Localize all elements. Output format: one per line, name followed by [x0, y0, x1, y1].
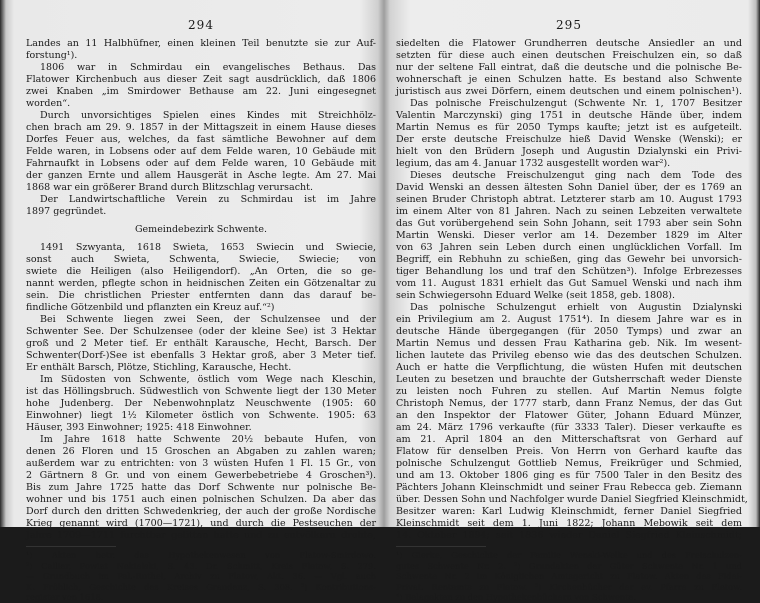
right-text-line: im einem Alter von 81 Jahren. Nach zu seinen Lebzeiten verwaltete	[396, 206, 742, 217]
right-text-line: setzten für diese auch einen deutschen Freischulzen ein, so daß	[396, 50, 742, 61]
right-text-line: Besitzer waren: Karl Ludwig Kleinschmidt, ferner Daniel Siegfried	[396, 506, 742, 517]
right-text-line: Leuten zu besetzen und brauchte der Gutsherrschaft weder Dienste	[396, 374, 742, 385]
right-text-line: Martin Nemus es für 2050 Tymps kaufte; jetzt ist es aufgeteilt.	[396, 122, 742, 133]
left-page	[26, 0, 376, 603]
left-text-line: Im Südosten von Schwente, östlich vom Wege nach Kleschin,	[40, 374, 376, 385]
right-text-line: am 24. März 1796 verkaufte (für 3333 Taler). Dieser verkaufte es	[396, 422, 742, 433]
page-number-right: 295	[556, 18, 582, 32]
right-text-line: Flatow für denselben Preis. Von Herrn von Gerhard kaufte das	[396, 446, 742, 457]
left-text-line: 1806 war in Schmirdau ein evangelisches Bethaus. Das	[40, 62, 376, 73]
right-footnote-line: ¹) Gierke, Geschichte der Familie Wenski-Welke und des Freischulzen-	[396, 550, 742, 560]
left-text-line: Schwenter(Dorf-)See ist ebenfalls 3 Hektar groß, aber 3 Meter tief.	[26, 350, 376, 361]
left-footnote-line: ¹) Akten betr. das Hypothekenwesen von Flatow-Smirdowo.	[26, 550, 376, 560]
left-text-line: Landes an 11 Halbhüfner, einen kleinen Teil benutzte sie zur Auf-	[26, 38, 376, 49]
left-text-line: Einwohner) liegt 1½ Kilometer östlich von Schwente. 1905: 63	[26, 410, 376, 421]
right-page	[396, 0, 748, 603]
right-text-line: Martin Wenski. Dieser verlor am 14. Dezember 1829 im Alter	[396, 230, 742, 241]
left-text-line: denen 26 Floren und 15 Groschen an Abgaben zu zahlen waren;	[26, 446, 376, 457]
right-text-line: polnische Schulzengut Gottlieb Nemus, Freikrüger und Schmied,	[396, 458, 742, 469]
right-text-line: Kleinschmidt seit dem 1. Juni 1822; Johann Mebowik seit dem	[396, 518, 742, 529]
right-text-line: über. Dessen Sohn und Nachfolger wurde Daniel Siegfried Kleinschmidt,	[396, 494, 748, 505]
left-text-line: 1491 Szwyanta, 1618 Swieta, 1653 Swiecin und Swiecie,	[40, 242, 376, 253]
left-text-line: groß und 2 Meter tief. Er enthält Karausche, Hecht, Barsch. Der	[26, 338, 376, 349]
right-text-line: Christoph Nemus, der 1777 starb, dann Franz Nemus, der das Gut	[396, 398, 742, 409]
right-text-line: sein Schwiegersohn Eduard Welke (seit 1858, geb. 1808).	[396, 290, 676, 301]
right-text-line: 14. Oktober 1894; seit 1836 wieder Daniel Siegfried Kleinschmidt;	[396, 530, 742, 541]
right-text-line: Pächters Johann Kleinschmidt und seiner Frau Rebecca geb. Ziemann	[396, 482, 742, 493]
left-text-line: Durch unvorsichtiges Spielen eines Kindes mit Streichhölz-	[40, 110, 376, 121]
left-footnote-line: K. Fröhlich, Geschichte des Kreises Graudenz, S. 308. ³) Kontributions-	[26, 581, 376, 592]
right-text-line: Der erste deutsche Freischulze hieß David Wenske (Wenski); er	[396, 134, 742, 145]
left-text-line: Dorf durch den dritten Schwedenkrieg, der auch der große Nordische	[26, 506, 376, 517]
right-page-body	[396, 38, 748, 603]
right-text-line: juristisch aus zwei Dörfern, einem deutschen und einem polnischen¹).	[396, 86, 742, 97]
right-text-line: Das polnische Schulzengut erhielt von Augustin Dzialynski	[410, 302, 742, 313]
left-text-line: zwei Knaben „im Smirdower Bethause am 22. Juni eingesegnet	[26, 86, 376, 97]
left-text-line: ist das Höllingsbruch. Südwestlich von Schwente liegt der 130 Meter	[26, 386, 376, 397]
left-text-line: der ganzen Ernte und allem Hausgerät in Asche legte. Am 27. Mai	[26, 170, 376, 181]
left-footnote-line: — Grundbuch im Pal.-Ruthel, Archiv zu Flatow, Akt. 36. — Vgl. auch	[26, 571, 376, 582]
right-text-line: lichen lautete das Privileg ebenso wie das des deutschen Schulzen.	[396, 350, 742, 361]
right-text-line: vom 11. August 1831 erhielt das Gut Samuel Wenski und nach ihm	[396, 278, 742, 289]
left-text-block	[26, 38, 376, 542]
left-text-line: Er enthält Barsch, Plötze, Stichling, Karausche, Hecht.	[26, 362, 292, 373]
right-text-line: tiger Behandlung los und traf den Schützen³). Infolge Erbrezesses	[396, 266, 742, 277]
left-footnotes	[26, 550, 376, 603]
right-text-line: Das polnische Freischulzengut (Schwente Nr. 1, 1707 Besitzer	[410, 98, 742, 109]
right-text-line: hielt von den Brüdern Joseph und Augustin Dzialynski ein Privi-	[396, 146, 742, 157]
left-text-line: Gemeindebezirk Schwente.	[134, 224, 268, 235]
page-number-left: 294	[188, 18, 214, 32]
left-text-line: Bei Schwente liegen zwei Seen, der Schulzensee und der	[40, 314, 376, 325]
left-text-line: Häuser, 393 Einwohner; 1925: 418 Einwohner.	[26, 422, 252, 433]
right-text-line: siedelten die Flatower Grundherren deutsche Ansiedler an und	[396, 38, 742, 49]
right-text-line: zu leisten noch Fuhren zu stellen. Auf Martin Nemus folgte	[396, 386, 742, 397]
right-footnote-line: Privat. Rentamts zu Flatow. ³) Kirchenbücher der ev. Pfarre zu Flatow.	[396, 581, 742, 592]
right-footnote-line: ⁴) Belagakten zu den Hypothekenbüchern von Schwente.	[396, 592, 637, 603]
right-text-line: Valentin Marczynski) ging 1751 in deutsche Hände über, indem	[396, 110, 742, 121]
left-page-body	[26, 38, 376, 603]
left-text-line: Im Jahre 1618 hatte Schwente 20½ bebaute Hufen, von	[40, 434, 376, 445]
left-text-line: worden“.	[26, 98, 71, 109]
right-text-line: Martin Nemus und dessen Frau Katharina geb. Nik. Im wesent-	[396, 338, 742, 349]
left-text-line: Felde waren, in Lobsens oder auf dem Felde waren, 10 Gebäude mit	[26, 146, 376, 157]
right-footnotes	[396, 550, 742, 603]
right-text-line: am 21. April 1804 an den Mitterschaftsrat von Gerhard auf	[396, 434, 742, 445]
right-text-line: Begriff, ein Rebhuhn zu schießen, ging das Gewehr bei unvorsich-	[396, 254, 742, 265]
right-text-line: legium, das am 4. Januar 1732 ausgestellt worden war²).	[396, 158, 671, 169]
right-text-line: deutsche Hände übergegangen (für 2050 Tymps) und zwar an	[396, 326, 742, 337]
left-text-line: Schwenter See. Der Schulzensee (oder der kleine See) ist 3 Hektar	[26, 326, 376, 337]
left-text-line: 2 Gärtnern 8 Gr. und von einem Gewerbebetriebe 4 Groschen³).	[26, 470, 376, 481]
right-text-line: Auch er hatte die Verpflichtung, die wüsten Hufen mit deutschen	[396, 362, 742, 373]
right-text-line: David Wenski an dessen ältesten Sohn Daniel über, der es 1769 an	[396, 182, 742, 193]
left-text-line: Der Landwirtschaftliche Verein zu Schmirdau ist im Jahre	[40, 194, 376, 205]
right-text-line: von 63 Jahren sein Leben durch einen unglücklichen Vorfall. Im	[396, 242, 742, 253]
right-footnote-line: gutes Schwente Nr. 2. ²) Grundakten der Güter Schwente Nr. 1 und	[396, 560, 742, 571]
right-text-line: und am 13. Oktober 1806 ging es für 7500 Taler in den Besitz des	[396, 470, 742, 481]
left-text-line: Krieg genannt wird (1700—1721), und durch die Pestseuchen der	[26, 518, 376, 529]
footnote-rule-left	[26, 546, 116, 547]
left-text-line: sonst auch Swieta, Schwenta, Swiecie, Swiecie; von	[26, 254, 376, 265]
left-text-line: hohe Judenberg. Der Nebenwohnplatz Neuschwente (1905: 60	[26, 398, 376, 409]
right-text-line: seinen Bruder Christoph abtrat. Letzterer starb am 10. August 1793	[396, 194, 742, 205]
right-text-line: Dieses deutsche Freischulzengut ging nach dem Tode des	[410, 170, 742, 181]
left-text-line: 1868 war ein größerer Brand durch Blitzschlag verursacht.	[26, 182, 313, 193]
right-text-line: das Gut vorübergehend sein Sohn Johann, seit 1793 aber sein Sohn	[396, 218, 742, 229]
right-text-block	[396, 38, 748, 542]
left-text-line: Jahre 1709—1711 furchtbar gelitten hatte und zu entvölkern drohte,	[26, 530, 376, 541]
right-text-line: ein Privilegium am 2. August 1751⁴). In diesem Jahre war es in	[396, 314, 742, 325]
left-text-line: Fahrnaufkt in Lobsens oder auf dem Felde waren, 10 Gebäude mit	[26, 158, 376, 169]
left-text-line: wohner und bis 1751 auch einen polnischen Schulzen. Da aber das	[26, 494, 376, 505]
left-text-line: swiete die Heiligen (also Heiligendorf). „An Orten, die so ge-	[26, 266, 376, 277]
left-footnote-line: register von 1618.	[26, 592, 104, 603]
left-text-line: forstung¹).	[26, 50, 78, 61]
left-text-line: chen brach am 29. 9. 1857 in der Mittagszeit in einem Hause dieses	[26, 122, 376, 133]
left-text-line: Flatower Kirchenbuch aus dieser Zeit sagt ausdrücklich, daß 1806	[26, 74, 376, 85]
left-text-line: sein. Die christlichen Priester entfernten dann das darauf be-	[26, 290, 376, 301]
right-footnote-line: Schwente Nr. 2 im Königlichen Amtsgericht zu Flatow. Akten des Fidei-	[396, 571, 742, 582]
left-text-line: Dorfes Feuer aus, welches, da fast sämtliche Bewohner auf dem	[26, 134, 376, 145]
left-footnote-line: ²) Callier, Powiat Nakielski, S. 43. Dr. Schmitt, Kreis Flatow, S. 279.	[26, 560, 376, 571]
left-text-line: nannt werden, pflegte schon in heidnischen Zeiten ein Götzenaltar zu	[26, 278, 376, 289]
left-text-line: 1897 gegründet.	[26, 206, 107, 217]
right-text-line: wohnerschaft je einen Schulzen hatte. Es bestand also Schwente	[396, 74, 742, 85]
right-text-line: nur der seltene Fall eintrat, daß die deutsche und die polnische Be-	[396, 62, 742, 73]
left-text-line: findliche Götzenbild und pflanzten ein Kreuz auf.“²)	[26, 302, 275, 313]
left-text-line: Bis zum Jahre 1725 hatte das Dorf Schwente nur polnische Be-	[26, 482, 376, 493]
right-text-line: an den Inspektor der Flatower Güter, Johann Eduard Münzer,	[396, 410, 742, 421]
footnote-rule-right	[396, 546, 486, 547]
left-text-line: außerdem war zu entrichten: von 3 wüsten Hufen 1 Fl. 15 Gr., von	[26, 458, 376, 469]
